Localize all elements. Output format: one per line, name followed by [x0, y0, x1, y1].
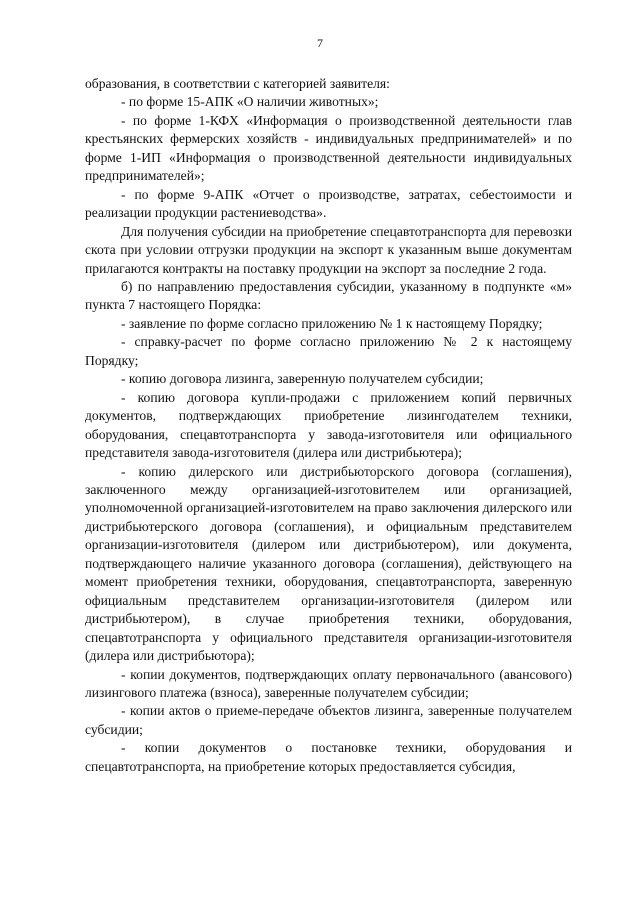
list-item: - копию договора купли-продажи с приложением копий первичных документов, подтверждающих приобретение лизингодателем техники, оборудования, спецавтотранспорта у завода-изготовителя или официального представителя завода-изготовителя (дилера или дистрибьютера); [85, 389, 572, 461]
list-item: - по форме 9-АПК «Отчет о производстве, затратах, себестоимости и реализации продукции растениеводства». [85, 186, 572, 221]
page-number: 7 [317, 36, 323, 50]
list-item: - копию дилерского или дистрибьюторского договора (соглашения), заключенного между организацией-изготовителем или организацией, уполномоченной организацией-изготовителем на право заключения дилерского или дистрибьютерского договора (соглашения), и официальным представителем организации-изготовителя (дилером или дистрибьютером), или документа, подтверждающего наличие указанного договора (соглашения), действующего на момент приобретения техники, оборудования, спецавтотранспорта, заверенную официальным представителем организации-изготовителя (дилером или дистрибьютером), в случае приобретения техники, оборудования, спецавтотранспорта у официального представителя организации-изготовителя (дилера или дистрибьютора); [85, 463, 572, 664]
list-item: - справку-расчет по форме согласно приложению № 2 к настоящему Порядку; [85, 334, 572, 368]
list-item: - копию договора лизинга, заверенную получателем субсидии; [121, 371, 484, 387]
paragraph: б) по направлению предоставления субсидии, указанному в подпункте «м» пункта 7 настоящего Порядка: [85, 278, 572, 313]
list-item: - по форме 15-АПК «О наличии животных»; [121, 94, 379, 110]
paragraph: Для получения субсидии на приобретение спецавтотранспорта для перевозки скота при условии отгрузки продукции на экспорт к указанным выше документам прилагаются контракты на поставку продукции на экспорт за последние 2 года. [85, 223, 572, 276]
list-item: - копии документов о постановке техники, оборудования и спецавтотранспорта, на приобретение которых предоставляется субсидия, [85, 740, 572, 774]
document-body [85, 75, 572, 776]
list-item: - заявление по форме согласно приложению № 1 к настоящему Порядку; [121, 315, 543, 331]
list-item: - копии документов, подтверждающих оплату первоначального (авансового) лизингового платежа (взноса), заверенные получателем субсидии; [85, 666, 572, 700]
list-item: - копии актов о приеме-передаче объектов лизинга, заверенные получателем субсидии; [85, 703, 572, 737]
list-item: - по форме 1-КФХ «Информация о производственной деятельности глав крестьянских фермерских хозяйств - индивидуальных предпринимателей» и по форме 1-ИП «Информация о производственной деятельности индивидуальных предпринимателей»; [85, 112, 572, 184]
paragraph: образования, в соответствии с категорией заявителя: [85, 76, 390, 91]
